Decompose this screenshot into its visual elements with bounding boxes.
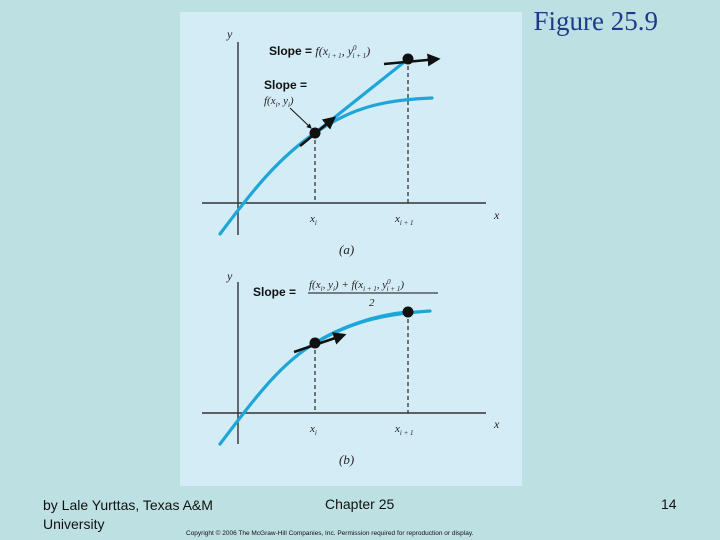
footer-chapter: Chapter 25 bbox=[325, 496, 395, 512]
panel-b-caption: (b) bbox=[339, 452, 355, 467]
panel-a bbox=[202, 27, 500, 257]
panel-b-y-label: y bbox=[227, 269, 233, 283]
panel-a-tick-xi1: $x_{i + 1}$ bbox=[395, 213, 414, 227]
panel-b-tick-xi1: $x_{i + 1}$ bbox=[395, 423, 414, 437]
panel-b-slope-prefix: Slope = bbox=[253, 285, 297, 299]
panel-a-caption: (a) bbox=[339, 242, 355, 257]
footer-copyright: Copyright © 2006 The McGraw-Hill Companies, Inc. Permission required for reproduction or display. bbox=[186, 530, 474, 537]
panel-a-callout-arrow bbox=[290, 108, 311, 128]
figure-panel bbox=[180, 12, 522, 486]
panel-b-heun-line bbox=[315, 312, 408, 343]
panel-b-slope-numerator: $f(x_i$, $y_i) + f(x_{i + 1}$, $y^0$ i + 1) bbox=[309, 278, 404, 293]
footer-page-number: 14 bbox=[661, 496, 677, 512]
panel-b-x-label: x bbox=[494, 417, 500, 431]
panel-b bbox=[202, 269, 500, 467]
panel-a-y-label: y bbox=[227, 27, 233, 41]
panel-a-slope-left-label-1: Slope = bbox=[264, 78, 308, 92]
panel-b-tick-xi: $x_i$ bbox=[310, 423, 317, 437]
panel-a-true-curve bbox=[220, 98, 432, 234]
panel-a-point-xi1 bbox=[403, 54, 414, 65]
panel-a-slope-left-label-2: $f(x_i$, $y_i$) bbox=[264, 95, 294, 109]
panel-b-point-xi1 bbox=[403, 307, 414, 318]
panel-a-point-xi bbox=[310, 128, 321, 139]
panel-b-point-xi bbox=[310, 338, 321, 349]
panel-b-slope-denominator: 2 bbox=[369, 297, 375, 309]
panel-a-tick-xi: $x_i$ bbox=[310, 213, 317, 227]
slide-title: Figure 25.9 bbox=[533, 6, 658, 36]
footer-author: by Lale Yurttas, Texas A&M University bbox=[43, 497, 213, 532]
panel-a-x-label: x bbox=[494, 208, 500, 222]
panel-a-slope-top-label: Slope = $f(x_{i + 1}$, $y^0$ i + 1) bbox=[269, 44, 371, 60]
heun-method-diagram bbox=[180, 12, 522, 486]
